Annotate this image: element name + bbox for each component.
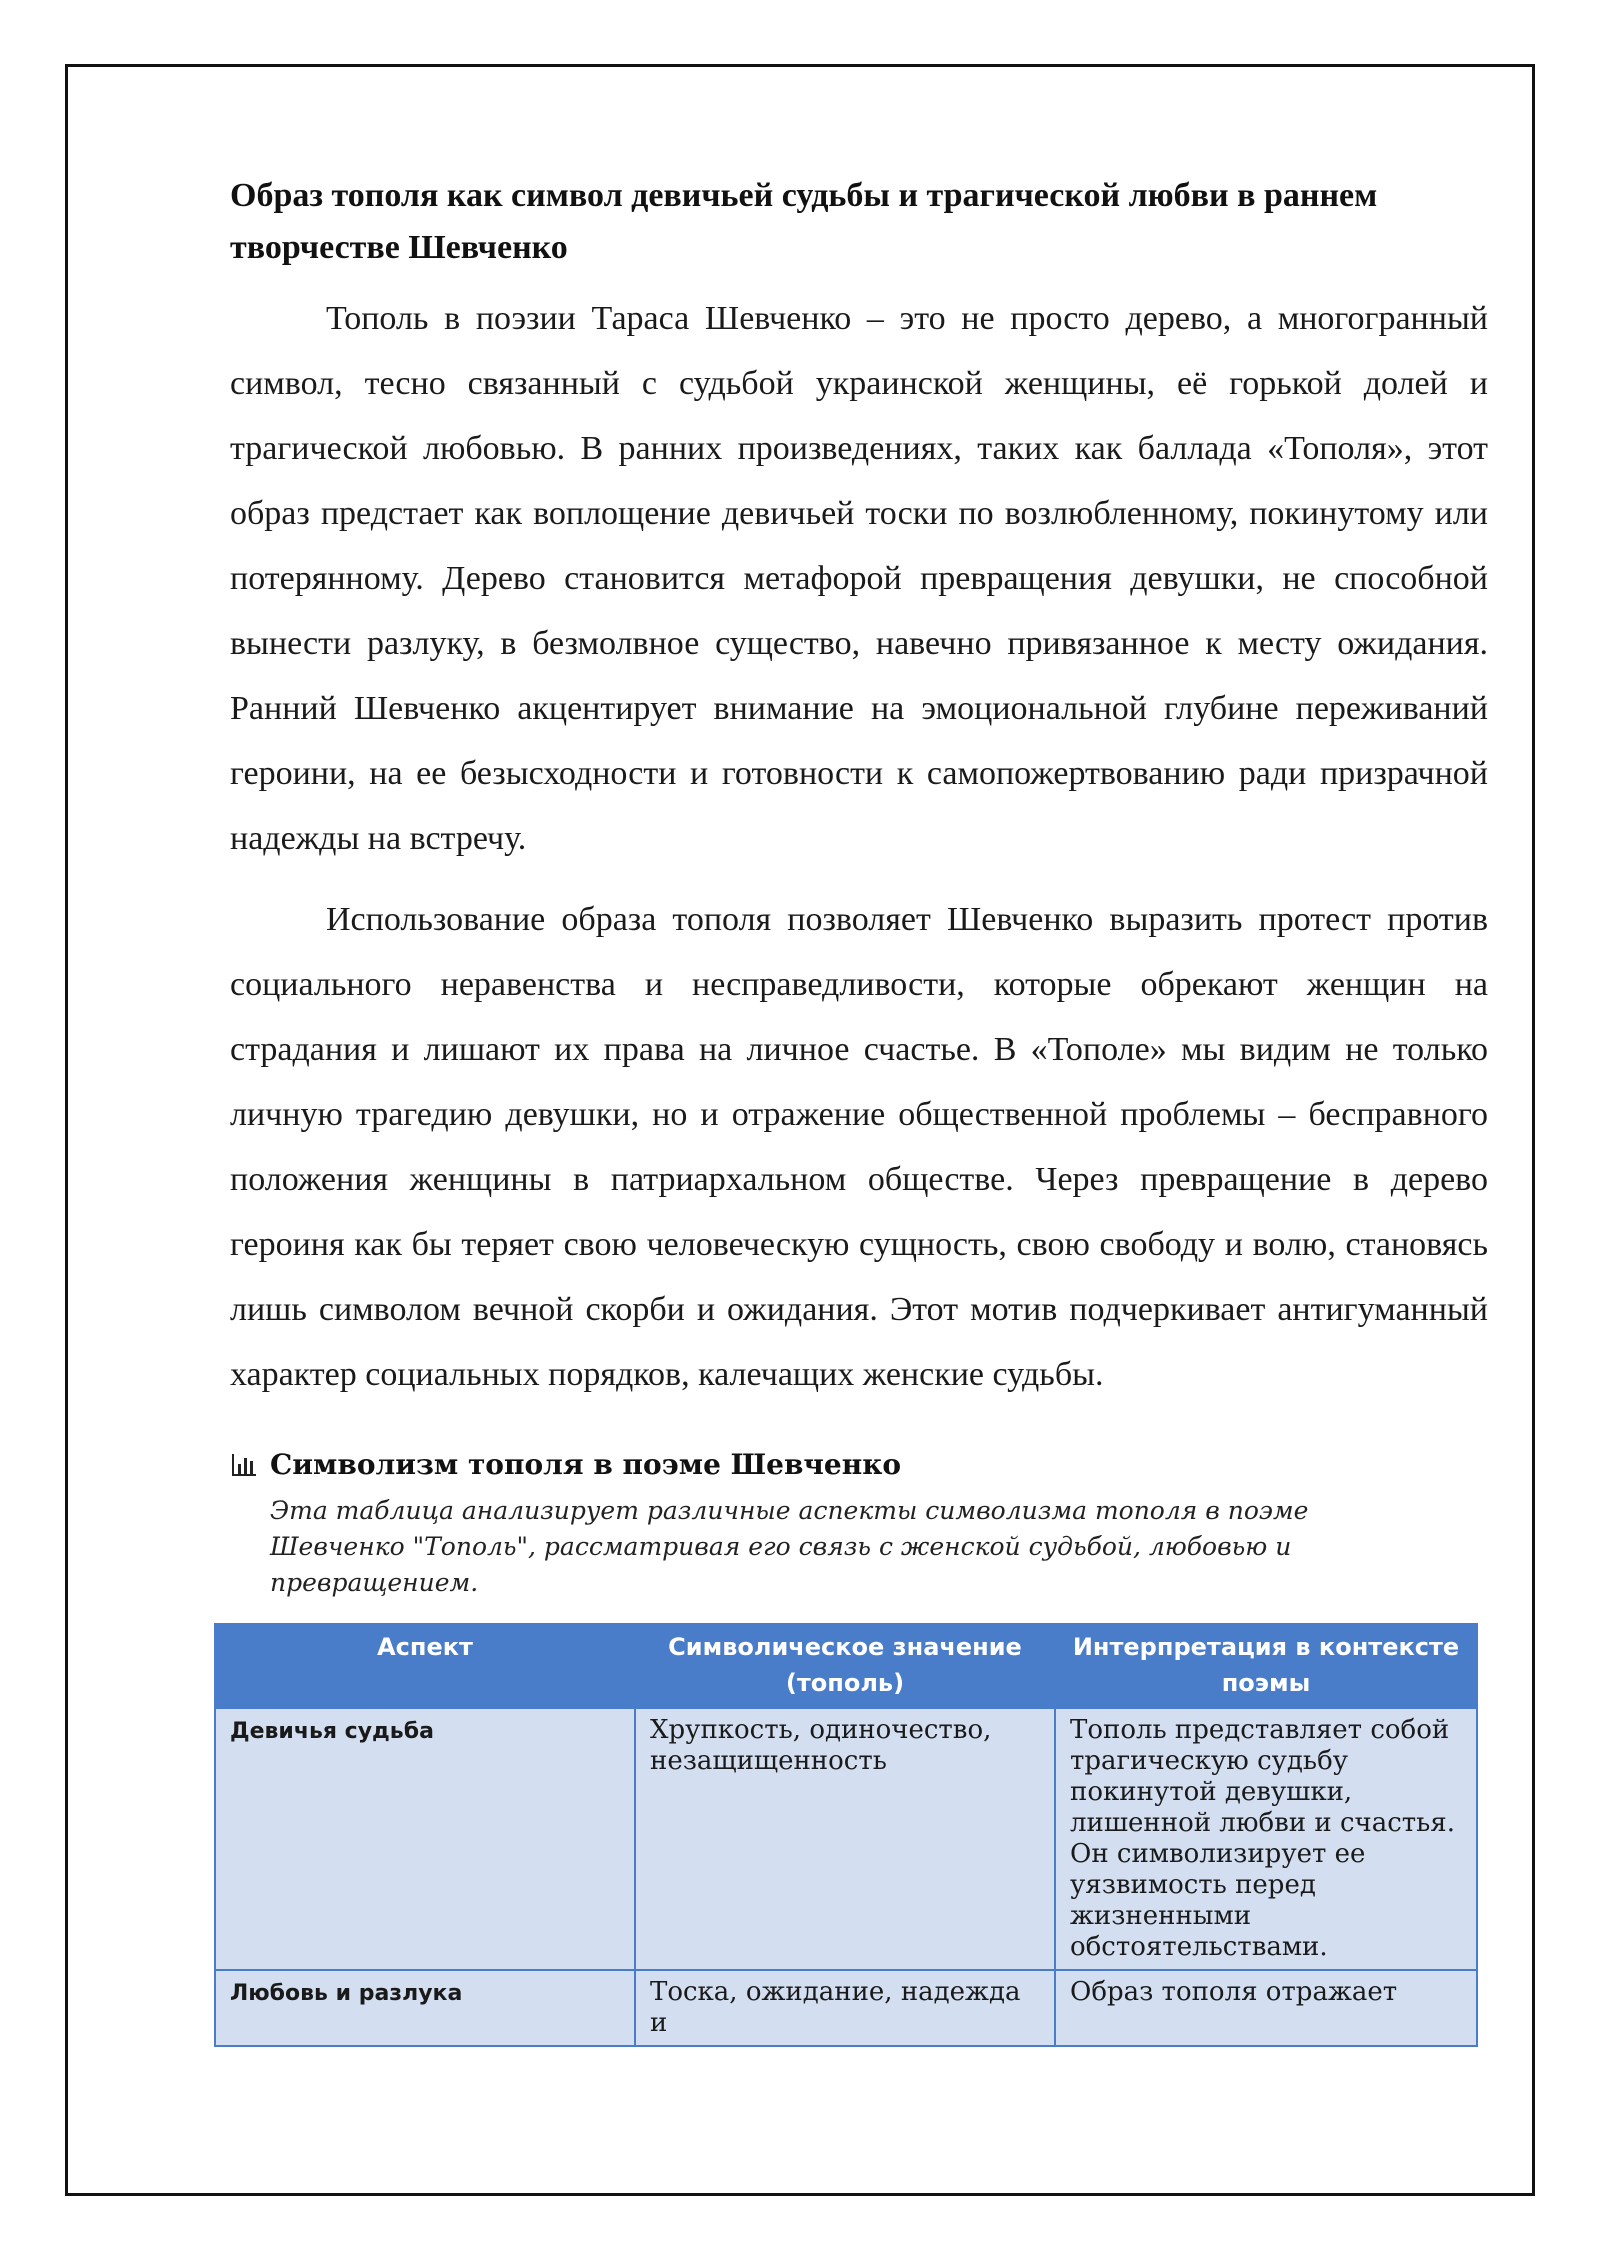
symbolism-table	[214, 1623, 1478, 2047]
table-cell-interpretation: Тополь представляет собой трагическую судьбу покинутой девушки, лишенной любви и счастья. Он символизирует ее уязвимость перед жизненными обстоятельствами.	[1055, 1708, 1477, 1970]
bar-chart-icon	[230, 1452, 258, 1478]
column-header: Символическое значение (тополь)	[635, 1624, 1055, 1708]
paragraph: Тополь в поэзии Тараса Шевченко – это не просто дерево, а многогранный символ, тесно связанный с судьбой украинской женщины, её горькой долей и трагической любовью. В ранних произведениях, таких как баллада «Тополя», этот образ предстает как воплощение девичьей тоски по возлюбленному, покинутому или потерянному. Дерево становится метафорой превращения девушки, не способной вынести разлуку, в безмолвное существо, навечно привязанное к месту ожидания. Ранний Шевченко акцентирует внимание на эмоциональной глубине переживаний героини, на ее безысходности и готовности к самопожертвованию ради призрачной надежды на встречу.	[230, 300, 1488, 857]
table-cell-meaning: Хрупкость, одиночество, незащищенность	[635, 1708, 1055, 1970]
column-header: Аспект	[215, 1624, 635, 1708]
table-heading	[230, 1445, 1488, 1485]
document-content	[230, 170, 1488, 2047]
table-heading-text: Символизм тополя в поэме Шевченко	[270, 1448, 902, 1481]
table-cell-meaning: Тоска, ожидание, надежда и	[635, 1970, 1055, 2046]
document-title: Образ тополя как символ девичьей судьбы и трагической любви в раннем творчестве Шевченко	[230, 177, 1378, 266]
paragraph: Использование образа тополя позволяет Шевченко выразить протест против социального неравенства и несправедливости, которые обрекают женщин на страдания и лишают их права на личное счастье. В «Тополе» мы видим не только личную трагедию девушки, но и отражение общественной проблемы – бесправного положения женщины в патриархальном обществе. Через превращение в дерево героиня как бы теряет свою человеческую сущность, свою свободу и волю, становясь лишь символом вечной скорби и ожидания. Этот мотив подчеркивает антигуманный характер социальных порядков, калечащих женские судьбы.	[230, 901, 1488, 1393]
table-row	[215, 1708, 1477, 1970]
table-cell-aspect: Любовь и разлука	[215, 1970, 635, 2046]
table-caption: Эта таблица анализирует различные аспекты символизма тополя в поэме Шевченко "Тополь", рассматривая его связь с женской судьбой, любовью и превращением.	[270, 1496, 1309, 1597]
table-cell-interpretation: Образ тополя отражает	[1055, 1970, 1477, 2046]
table-row	[215, 1970, 1477, 2046]
table-wrapper	[214, 1623, 1476, 2047]
table-cell-aspect: Девичья судьба	[215, 1708, 635, 1970]
table-header-row	[215, 1624, 1477, 1708]
column-header: Интерпретация в контексте поэмы	[1055, 1624, 1477, 1708]
